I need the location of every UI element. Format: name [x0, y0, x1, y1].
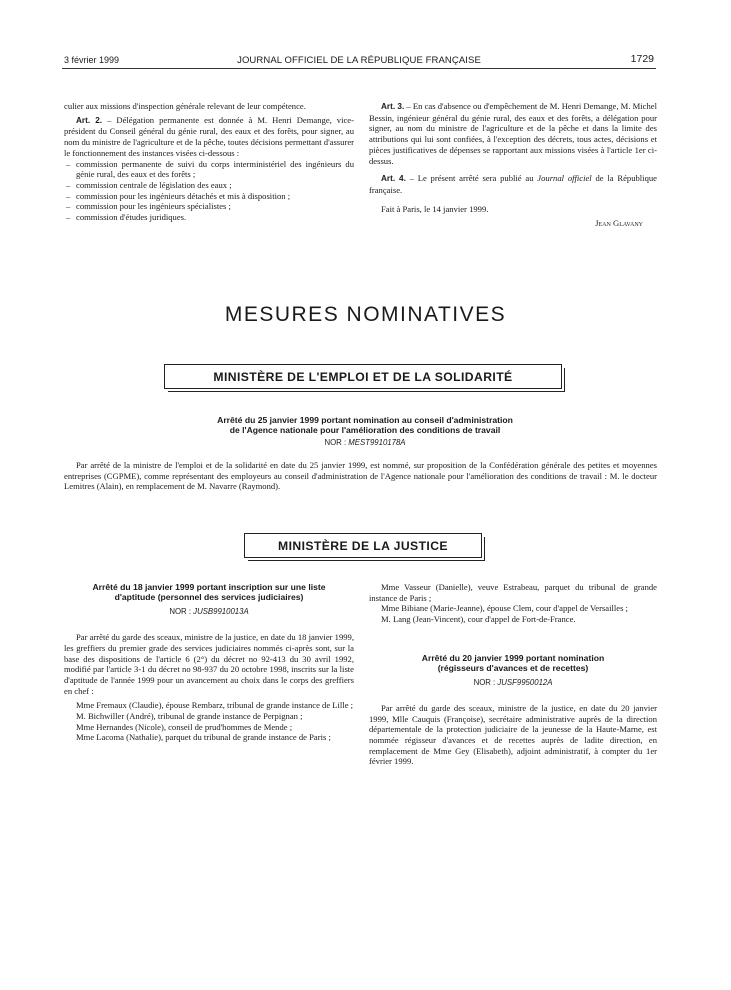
- decree-title: [369, 653, 657, 673]
- journal-officiel-italic: Journal officiel: [537, 173, 592, 184]
- list-item: – commission d'études juridiques.: [64, 212, 354, 223]
- top-right-column: [369, 101, 657, 229]
- header-rule: [62, 68, 656, 69]
- list-item: Mme Lacoma (Nathalie), parquet du tribunal de grande instance de Paris ;: [76, 732, 331, 743]
- article-4: [369, 173, 657, 195]
- decree-title-line-1: Arrêté du 20 janvier 1999 portant nomination: [421, 652, 605, 663]
- decree-body-text: Par arrêté de la ministre de l'emploi et de la solidarité en date du 25 janvier 1999, est nommé, sur proposition de la Confédération générale des petites et moyennes entreprises (CGPME), comme représentant des employeurs au conseil d'administration de l'Agence nationale pour l'amélioration des conditions de travail : M. le docteur Lemitres (Alain), en remplacement de M. Navarre (Raymond).: [64, 460, 657, 492]
- list-item: – commission permanente de suivi du corps interministériel des ingénieurs du génie rural, des eaux et des forêts ;: [64, 159, 354, 180]
- nor-code: JUSF9950012A: [497, 678, 553, 688]
- decree-title-line-2: (régisseurs d'avances et de recettes): [437, 663, 589, 674]
- nor-reference: [120, 438, 610, 447]
- article-3-text: – En cas d'absence ou d'empêchement de M. Henri Demange, M. Michel Bessin, ingénieur général du génie rural, des eaux et des forêts, a délégation pour signer, au nom du ministre de l'agriculture et de la pêche et dans la limite des attributions qui lui sont confiées, à l'exception des décrets, tous actes, décisions et pièces justificatives de dépenses se rapportant aux missions visées à l'article 1er ci-dessus.: [369, 101, 657, 166]
- list-item: Mme Bibiane (Marie-Jeanne), épouse Clem, cour d'appel de Versailles ;: [381, 603, 628, 614]
- article-4-text-b: de la République française.: [369, 173, 657, 195]
- article-4-text-a: – Le présent arrêté sera publié au: [405, 173, 538, 184]
- list-item: – commission pour les ingénieurs détachés et mis à disposition ;: [64, 191, 354, 202]
- header-journal-title: JOURNAL OFFICIEL DE LA RÉPUBLIQUE FRANÇAISE: [237, 55, 481, 66]
- nor-code: JUSB9910013A: [193, 607, 249, 617]
- article-4-label: Art. 4.: [381, 174, 406, 184]
- list-item: – commission pour les ingénieurs spécialistes ;: [64, 201, 354, 212]
- ministry-box-justice: [244, 533, 482, 558]
- list-item: M. Bichwiller (André), tribunal de grande instance de Perpignan ;: [76, 711, 303, 722]
- section-title: MESURES NOMINATIVES: [224, 303, 507, 326]
- header-date: 3 février 1999: [64, 55, 120, 65]
- bottom-left-column: [64, 582, 354, 743]
- continuation-text: culier aux missions d'inspection générale relevant de leur compétence.: [64, 101, 306, 111]
- signatory-name: Jean Glavany: [595, 218, 643, 229]
- article-2-label: Art. 2.: [76, 115, 103, 125]
- decree-title: [120, 415, 610, 435]
- nor-label: NOR :: [324, 438, 349, 447]
- list-item: M. Lang (Jean-Vincent), cour d'appel de Fort-de-France.: [381, 614, 576, 625]
- top-left-column: [64, 101, 354, 223]
- list-item: Mme Hernandes (Nicole), conseil de prud'hommes de Mende ;: [76, 721, 293, 732]
- ministry-name: MINISTÈRE DE L'EMPLOI ET DE LA SOLIDARITÉ: [213, 369, 513, 384]
- header-page-number: 1729: [630, 53, 654, 65]
- nor-label: NOR :: [473, 678, 498, 688]
- decree-title-line-1: Arrêté du 25 janvier 1999 portant nomination au conseil d'administration: [217, 415, 513, 425]
- decree-title-line-2: de l'Agence nationale pour l'amélioration des conditions de travail: [229, 425, 501, 436]
- decree-body-text: Par arrêté du garde des sceaux, ministre de la justice, en date du 20 janvier 1999, Mlle Cauquis (Françoise), secrétaire administrative auprès de la direction départementale de la protection judiciaire de la jeunesse de la Haute-Marne, est nommée régisseur d'avances et de recettes auprès de ladite direction, en remplacement de Mme Gey (Elisabeth), adjoint administratif, à compter du 1er février 1999.: [369, 702, 657, 767]
- article-3: [369, 101, 657, 166]
- page-header: [64, 53, 654, 67]
- decree-intro: Par arrêté du garde des sceaux, ministre de la justice, en date du 18 janvier 1999, les greffiers du premier grade des services judiciaires nommés ci-après sont, sur la base des dispositions de l'article 6 (2°) du décret no 92-413 du 30 avril 1992, modifié par l'article 3-1 du décret no 98-937 du 20 octobre 1998, inscrits sur la liste d'aptitude de l'année 1999 pour un avancement au choix dans le corps des greffiers en chef :: [64, 632, 354, 696]
- ministry-box-emploi: [164, 364, 562, 389]
- signature-date: Fait à Paris, le 14 janvier 1999.: [381, 203, 489, 214]
- article-2-text: – Délégation permanente est donnée à M. Henri Demange, vice-président du Conseil général du génie rural, des eaux et des forêts, pour signer, au nom du ministre de l'agriculture et de la pêche, toutes décisions permettant d'assurer le fonctionnement des instances visées ci-dessous :: [64, 114, 354, 158]
- nor-reference: [369, 678, 657, 689]
- list-item: Mme Fremaux (Claudie), épouse Rembarz, tribunal de grande instance de Lille ;: [76, 700, 354, 711]
- nor-reference: [64, 607, 354, 618]
- article-2: [64, 115, 354, 159]
- nor-code: MEST9910178A: [348, 438, 406, 447]
- ministry-name: MINISTÈRE DE LA JUSTICE: [278, 538, 448, 553]
- commission-list: [64, 159, 354, 223]
- bottom-right-column: [369, 582, 657, 767]
- decree-title: Arrêté du 18 janvier 1999 portant inscription sur une liste d'aptitude (personnel des services judiciaires): [92, 582, 326, 603]
- list-item: – commission centrale de législation des eaux ;: [64, 180, 354, 191]
- decree-body: [64, 460, 657, 492]
- list-item: Mme Vasseur (Danielle), veuve Estrabeau, parquet du tribunal de grande instance de Paris ;: [369, 582, 657, 603]
- article-3-label: Art. 3.: [381, 102, 405, 111]
- nor-label: NOR :: [169, 607, 194, 617]
